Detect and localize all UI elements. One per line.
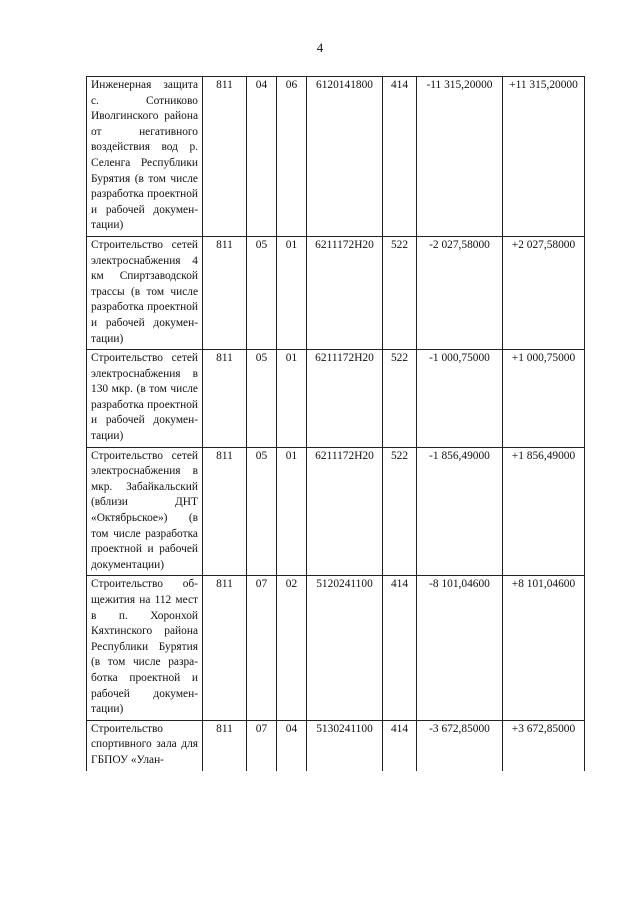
amount-decrease: -2 027,58000 <box>417 236 503 349</box>
section-code: 07 <box>247 720 277 770</box>
expense-type-code: 414 <box>383 77 417 237</box>
section-code: 05 <box>247 447 277 576</box>
subsection-code: 01 <box>277 236 307 349</box>
row-description: Строительство общежития на 112 мест в п. Хоронхой Кяхтинского района Республики Бурятия (в том числе разработка проектной и рабочей документации) <box>87 576 203 720</box>
grbs-code: 811 <box>203 576 247 720</box>
target-article-code: 5120241100 <box>307 576 383 720</box>
subsection-code: 01 <box>277 350 307 448</box>
amount-decrease: -3 672,85000 <box>417 720 503 770</box>
amount-decrease: -8 101,04600 <box>417 576 503 720</box>
grbs-code: 811 <box>203 720 247 770</box>
grbs-code: 811 <box>203 236 247 349</box>
amount-decrease: -1 856,49000 <box>417 447 503 576</box>
amount-decrease: -1 000,75000 <box>417 350 503 448</box>
table-row <box>87 236 585 349</box>
table-row <box>87 77 585 237</box>
target-article-code: 5130241100 <box>307 720 383 770</box>
section-code: 05 <box>247 350 277 448</box>
subsection-code: 02 <box>277 576 307 720</box>
expense-type-code: 522 <box>383 236 417 349</box>
row-description: Строительство сетей электроснабжения в 130 мкр. (в том числе разработка проектной и рабочей документации) <box>87 350 203 448</box>
amount-increase: +3 672,85000 <box>503 720 585 770</box>
section-code: 04 <box>247 77 277 237</box>
amount-increase: +1 000,75000 <box>503 350 585 448</box>
expense-type-code: 414 <box>383 720 417 770</box>
table-row <box>87 350 585 448</box>
table-row <box>87 447 585 576</box>
table-row <box>87 576 585 720</box>
table-row <box>87 720 585 770</box>
amount-decrease: -11 315,20000 <box>417 77 503 237</box>
subsection-code: 06 <box>277 77 307 237</box>
row-description: Строительство спортивного зала для ГБПОУ «Улан- <box>87 720 203 770</box>
amount-increase: +1 856,49000 <box>503 447 585 576</box>
page-number: 4 <box>316 40 324 55</box>
grbs-code: 811 <box>203 447 247 576</box>
budget-amendments-table <box>86 76 585 771</box>
grbs-code: 811 <box>203 350 247 448</box>
section-code: 07 <box>247 576 277 720</box>
target-article-code: 6211172Н20 <box>307 236 383 349</box>
expense-type-code: 414 <box>383 576 417 720</box>
subsection-code: 01 <box>277 447 307 576</box>
row-description: Строительство сетей электроснабжения 4 км Спиртзаводской трассы (в том числе разработка проектной и рабочей документации) <box>87 236 203 349</box>
grbs-code: 811 <box>203 77 247 237</box>
row-description: Строительство сетей электроснабжения в мкр. Забайкальский (вблизи ДНТ «Октябрьское») (в том числе разработка проектной и рабочей документации) <box>87 447 203 576</box>
amount-increase: +8 101,04600 <box>503 576 585 720</box>
target-article-code: 6211172Н20 <box>307 447 383 576</box>
subsection-code: 04 <box>277 720 307 770</box>
amount-increase: +11 315,20000 <box>503 77 585 237</box>
target-article-code: 6211172Н20 <box>307 350 383 448</box>
expense-type-code: 522 <box>383 447 417 576</box>
amount-increase: +2 027,58000 <box>503 236 585 349</box>
target-article-code: 6120141800 <box>307 77 383 237</box>
row-description: Инженерная защита с. Сотниково Иволгинского района от негативного воздействия вод р. Селенга Республики Бурятия (в том числе разработка проектной и рабочей документации) <box>87 77 203 237</box>
section-code: 05 <box>247 236 277 349</box>
expense-type-code: 522 <box>383 350 417 448</box>
